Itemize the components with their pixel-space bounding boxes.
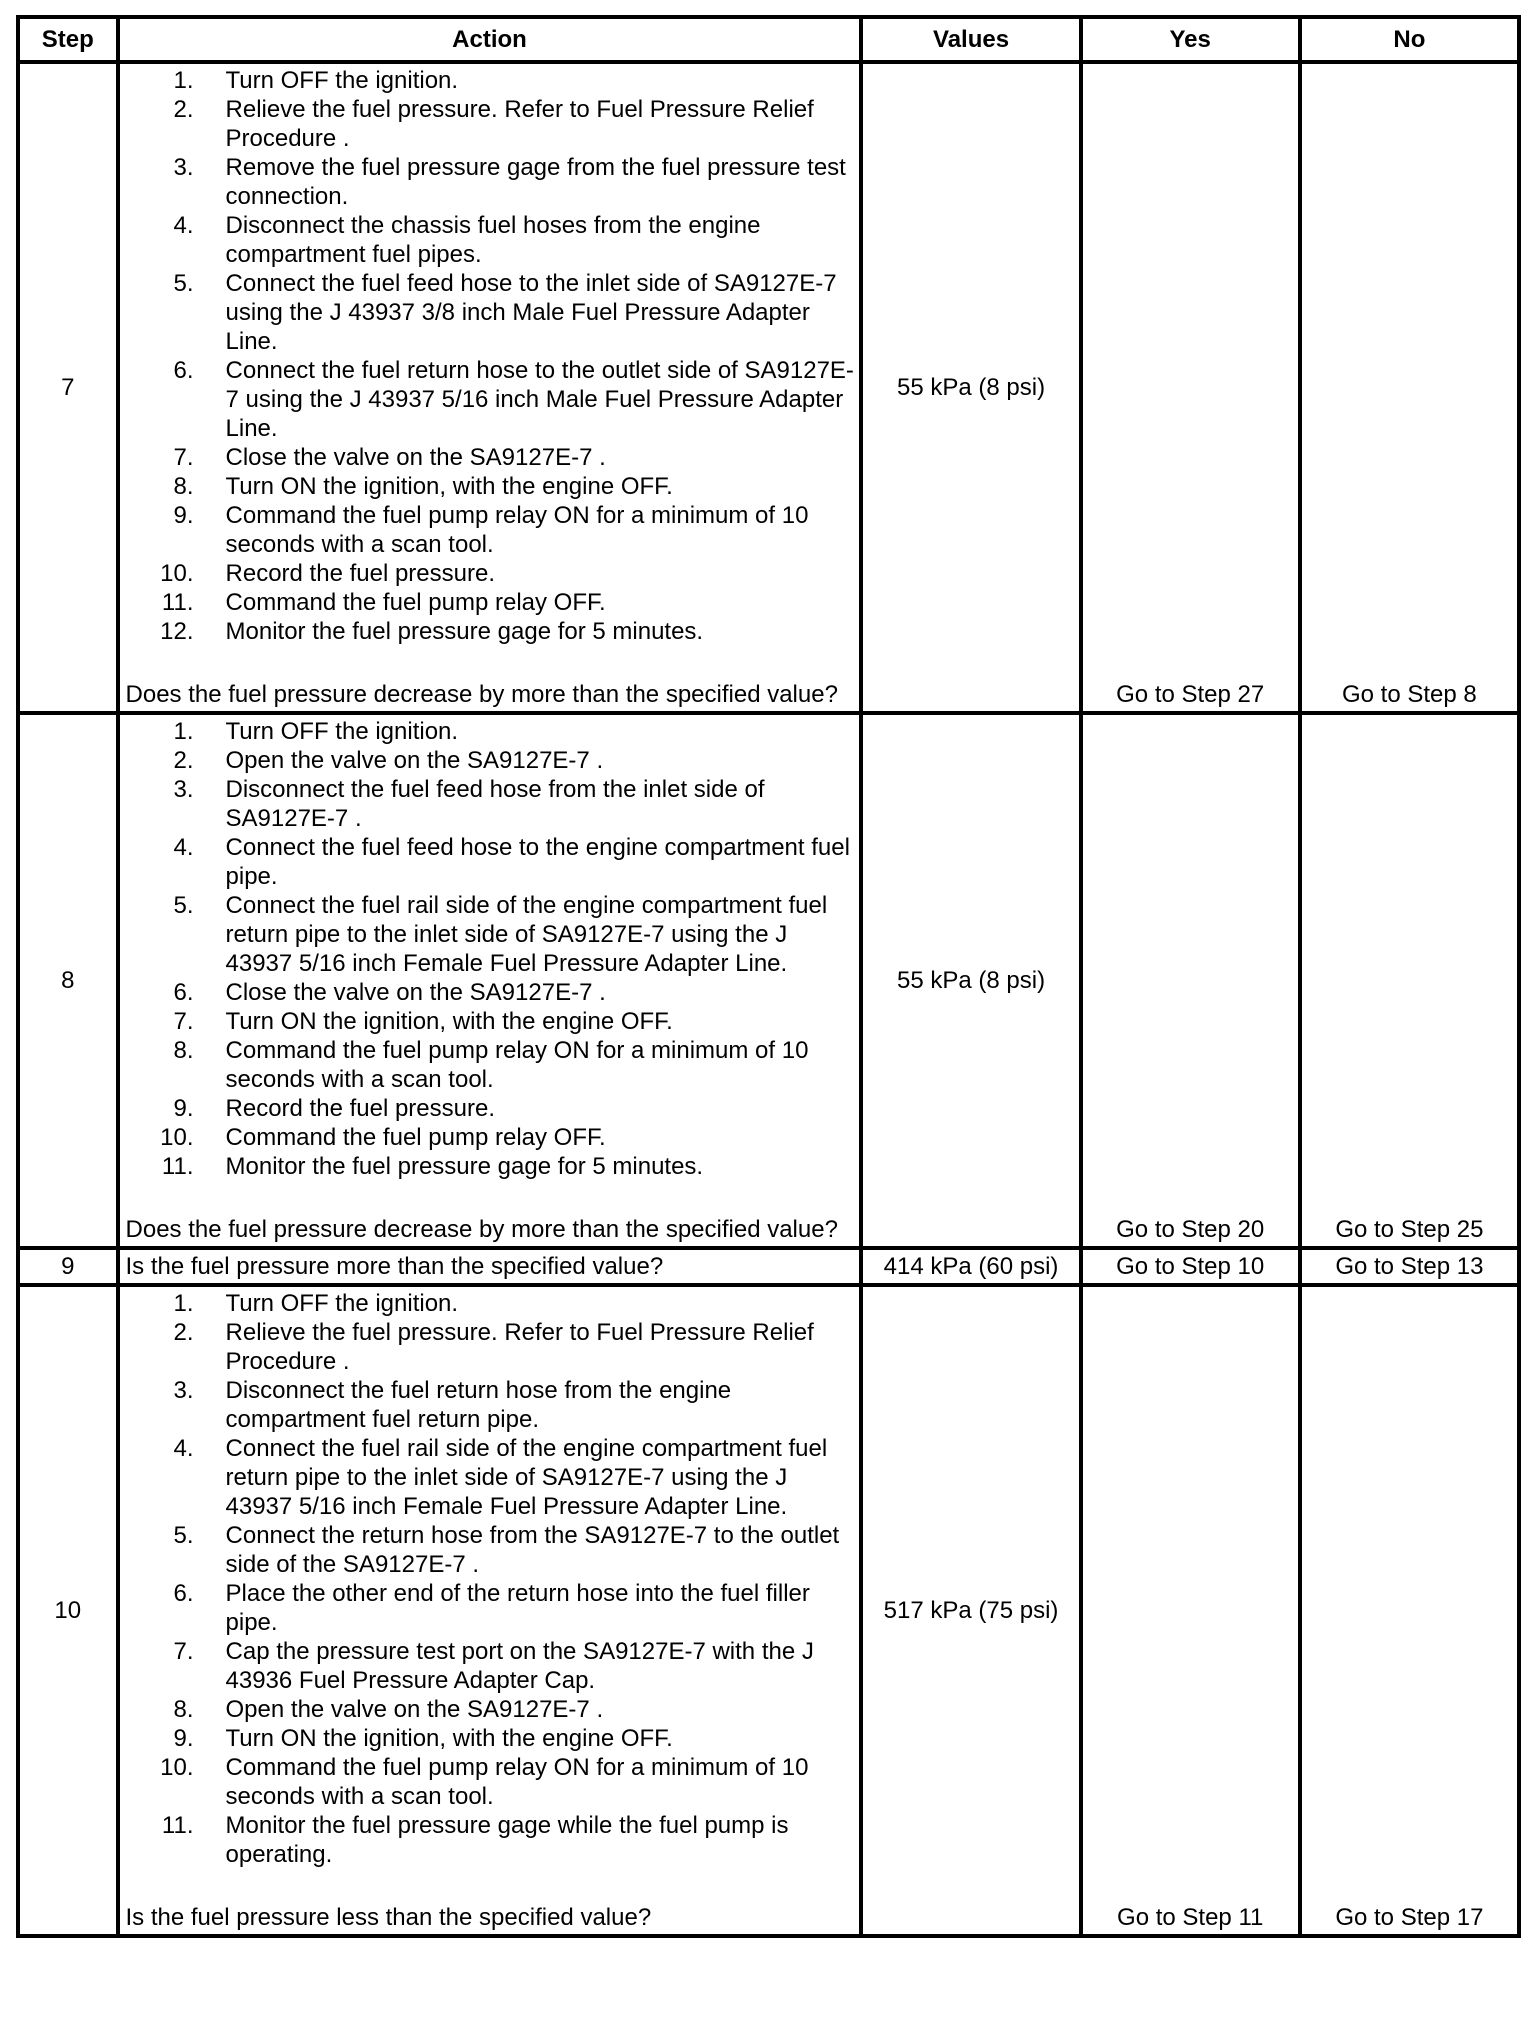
header-row [18, 17, 1519, 62]
yes-result: Go to Step 20 [1081, 713, 1300, 1248]
yes-result: Go to Step 10 [1081, 1248, 1300, 1285]
procedure-step-text: Command the fuel pump relay ON for a minimum of 10 seconds with a scan tool. [225, 1754, 809, 1810]
step-number: 7 [18, 62, 118, 713]
question-text: Does the fuel pressure decrease by more than the specified value? [125, 681, 838, 708]
procedure-step-text: Monitor the fuel pressure gage for 5 minutes. [225, 1153, 704, 1180]
procedure-step-text: Turn OFF the ignition. [225, 718, 459, 745]
procedure-step-number: 4. [173, 834, 194, 861]
procedure-step-number: 6. [173, 357, 194, 384]
procedure-step-text: Connect the fuel rail side of the engine compartment fuel return pipe to the inlet side of SA9127E-7 using the J 43937 5/16 inch Female Fuel Pressure Adapter Line. [225, 1435, 828, 1520]
procedure-step [126, 211, 858, 269]
procedure-step-text: Remove the fuel pressure gage from the fuel pressure test connection. [225, 154, 846, 210]
procedure-list [126, 1289, 858, 1869]
procedure-step-number: 4. [173, 1435, 194, 1462]
procedure-step [126, 1376, 858, 1434]
procedure-step-number: 10. [160, 560, 194, 587]
procedure-step [126, 1695, 858, 1724]
no-result: Go to Step 17 [1300, 1285, 1519, 1936]
step-number: 10 [18, 1285, 118, 1936]
procedure-step-number: 5. [173, 270, 194, 297]
procedure-step-number: 6. [173, 1580, 194, 1607]
header-yes: Yes [1081, 17, 1300, 62]
header-step: Step [18, 17, 118, 62]
procedure-step-text: Relieve the fuel pressure. Refer to Fuel Pressure Relief Procedure . [225, 96, 814, 152]
procedure-step-number: 3. [173, 154, 194, 181]
procedure-step-number: 11. [161, 589, 194, 616]
procedure-step-text: Command the fuel pump relay ON for a minimum of 10 seconds with a scan tool. [225, 1037, 809, 1093]
procedure-step-number: 6. [173, 979, 194, 1006]
procedure-step-text: Turn ON the ignition, with the engine OFF. [225, 473, 673, 500]
procedure-step-text: Record the fuel pressure. [225, 560, 495, 587]
procedure-step [126, 1434, 858, 1521]
procedure-step-number: 5. [173, 1522, 194, 1549]
procedure-step [126, 356, 858, 443]
procedure-step-number: 1. [173, 718, 194, 745]
procedure-step [126, 978, 858, 1007]
step-number: 9 [18, 1248, 118, 1285]
procedure-step [126, 1579, 858, 1637]
procedure-step-number: 7. [173, 444, 194, 471]
procedure-step-text: Disconnect the fuel feed hose from the inlet side of SA9127E-7 . [225, 776, 765, 832]
spec-value: 414 kPa (60 psi) [861, 1248, 1080, 1285]
procedure-step-text: Connect the fuel feed hose to the engine compartment fuel pipe. [225, 834, 850, 890]
procedure-step-number: 10. [160, 1124, 194, 1151]
procedure-step-text: Close the valve on the SA9127E-7 . [225, 444, 606, 471]
spec-value: 517 kPa (75 psi) [861, 1285, 1080, 1936]
procedure-step-text: Monitor the fuel pressure gage for 5 minutes. [225, 618, 704, 645]
procedure-step-text: Disconnect the fuel return hose from the engine compartment fuel return pipe. [225, 1377, 732, 1433]
procedure-step-number: 9. [173, 1095, 194, 1122]
procedure-step-text: Turn OFF the ignition. [225, 67, 459, 94]
procedure-step-number: 2. [173, 96, 194, 123]
procedure-step [126, 1753, 858, 1811]
procedure-step-text: Cap the pressure test port on the SA9127E-7 with the J 43936 Fuel Pressure Adapter Cap. [225, 1638, 814, 1694]
procedure-step-number: 12. [160, 618, 194, 645]
procedure-step [126, 775, 858, 833]
procedure-step-number: 8. [173, 473, 194, 500]
procedure-step-number: 1. [173, 1290, 194, 1317]
procedure-step-number: 1. [173, 67, 194, 94]
procedure-step-number: 10. [160, 1754, 194, 1781]
procedure-step [126, 1811, 858, 1869]
procedure-step [126, 1318, 858, 1376]
procedure-step [126, 66, 858, 95]
procedure-step [126, 153, 858, 211]
procedure-step-text: Turn ON the ignition, with the engine OFF. [225, 1725, 673, 1752]
procedure-step-text: Relieve the fuel pressure. Refer to Fuel Pressure Relief Procedure . [225, 1319, 814, 1375]
procedure-step [126, 1123, 858, 1152]
procedure-step-text: Monitor the fuel pressure gage while the fuel pump is operating. [225, 1812, 789, 1868]
procedure-step-text: Turn OFF the ignition. [225, 1290, 459, 1317]
procedure-step-number: 3. [173, 1377, 194, 1404]
procedure-step [126, 617, 858, 646]
procedure-step-number: 5. [173, 892, 194, 919]
spec-value: 55 kPa (8 psi) [861, 713, 1080, 1248]
procedure-step [126, 472, 858, 501]
procedure-step-text: Record the fuel pressure. [225, 1095, 495, 1122]
procedure-step-number: 9. [173, 502, 194, 529]
procedure-step-number: 11. [161, 1812, 194, 1839]
procedure-step-number: 11. [161, 1153, 194, 1180]
no-result: Go to Step 8 [1300, 62, 1519, 713]
procedure-step [126, 1521, 858, 1579]
procedure-step-text: Command the fuel pump relay ON for a minimum of 10 seconds with a scan tool. [225, 502, 809, 558]
procedure-step-text: Open the valve on the SA9127E-7 . [225, 747, 604, 774]
procedure-step-number: 7. [173, 1638, 194, 1665]
procedure-step-number: 3. [173, 776, 194, 803]
yes-result: Go to Step 27 [1081, 62, 1300, 713]
procedure-step [126, 746, 858, 775]
procedure-step [126, 1007, 858, 1036]
procedure-step-text: Open the valve on the SA9127E-7 . [225, 1696, 604, 1723]
no-result: Go to Step 25 [1300, 713, 1519, 1248]
spec-value: 55 kPa (8 psi) [861, 62, 1080, 713]
question-text: Is the fuel pressure less than the specified value? [125, 1904, 652, 1931]
yes-result: Go to Step 11 [1081, 1285, 1300, 1936]
no-result: Go to Step 13 [1300, 1248, 1519, 1285]
procedure-step [126, 891, 858, 978]
procedure-step [126, 1094, 858, 1123]
question-text: Is the fuel pressure more than the specified value? [125, 1253, 664, 1280]
action-cell [118, 1285, 862, 1936]
procedure-step-text: Turn ON the ignition, with the engine OFF. [225, 1008, 673, 1035]
procedure-step [126, 1724, 858, 1753]
procedure-list [126, 717, 858, 1181]
procedure-step-text: Connect the return hose from the SA9127E-7 to the outlet side of the SA9127E-7 . [225, 1522, 840, 1578]
procedure-step-number: 2. [173, 1319, 194, 1346]
procedure-step [126, 1289, 858, 1318]
procedure-step-text: Command the fuel pump relay OFF. [225, 589, 606, 616]
procedure-step-number: 7. [173, 1008, 194, 1035]
procedure-step [126, 95, 858, 153]
step-number: 8 [18, 713, 118, 1248]
question-text: Does the fuel pressure decrease by more than the specified value? [125, 1216, 838, 1243]
action-cell [118, 62, 862, 713]
procedure-step [126, 1152, 858, 1181]
procedure-step [126, 717, 858, 746]
table-row [18, 713, 1519, 1248]
procedure-list [126, 66, 858, 646]
diagnostic-table [16, 15, 1521, 1938]
procedure-step-number: 4. [173, 212, 194, 239]
procedure-step-text: Disconnect the chassis fuel hoses from the engine compartment fuel pipes. [225, 212, 761, 268]
procedure-step-text: Connect the fuel feed hose to the inlet side of SA9127E-7 using the J 43937 3/8 inch Male Fuel Pressure Adapter Line. [225, 270, 837, 355]
procedure-step-number: 8. [173, 1696, 194, 1723]
procedure-step [126, 588, 858, 617]
procedure-step-text: Command the fuel pump relay OFF. [225, 1124, 606, 1151]
header-values: Values [861, 17, 1080, 62]
procedure-step [126, 443, 858, 472]
procedure-step-text: Close the valve on the SA9127E-7 . [225, 979, 606, 1006]
header-action: Action [118, 17, 862, 62]
action-cell [118, 713, 862, 1248]
header-no: No [1300, 17, 1519, 62]
procedure-step-number: 8. [173, 1037, 194, 1064]
procedure-step [126, 1637, 858, 1695]
table-row [18, 1285, 1519, 1936]
procedure-step [126, 1036, 858, 1094]
procedure-step-text: Place the other end of the return hose into the fuel filler pipe. [225, 1580, 810, 1636]
procedure-step [126, 501, 858, 559]
table-row [18, 62, 1519, 713]
procedure-step-text: Connect the fuel rail side of the engine compartment fuel return pipe to the inlet side of SA9127E-7 using the J 43937 5/16 inch Female Fuel Pressure Adapter Line. [225, 892, 828, 977]
procedure-step [126, 559, 858, 588]
action-cell [118, 1248, 862, 1285]
procedure-step-number: 9. [173, 1725, 194, 1752]
procedure-step-text: Connect the fuel return hose to the outlet side of SA9127E-7 using the J 43937 5/16 inch Male Fuel Pressure Adapter Line. [225, 357, 854, 442]
table-row [18, 1248, 1519, 1285]
procedure-step-number: 2. [173, 747, 194, 774]
procedure-step [126, 833, 858, 891]
procedure-step [126, 269, 858, 356]
